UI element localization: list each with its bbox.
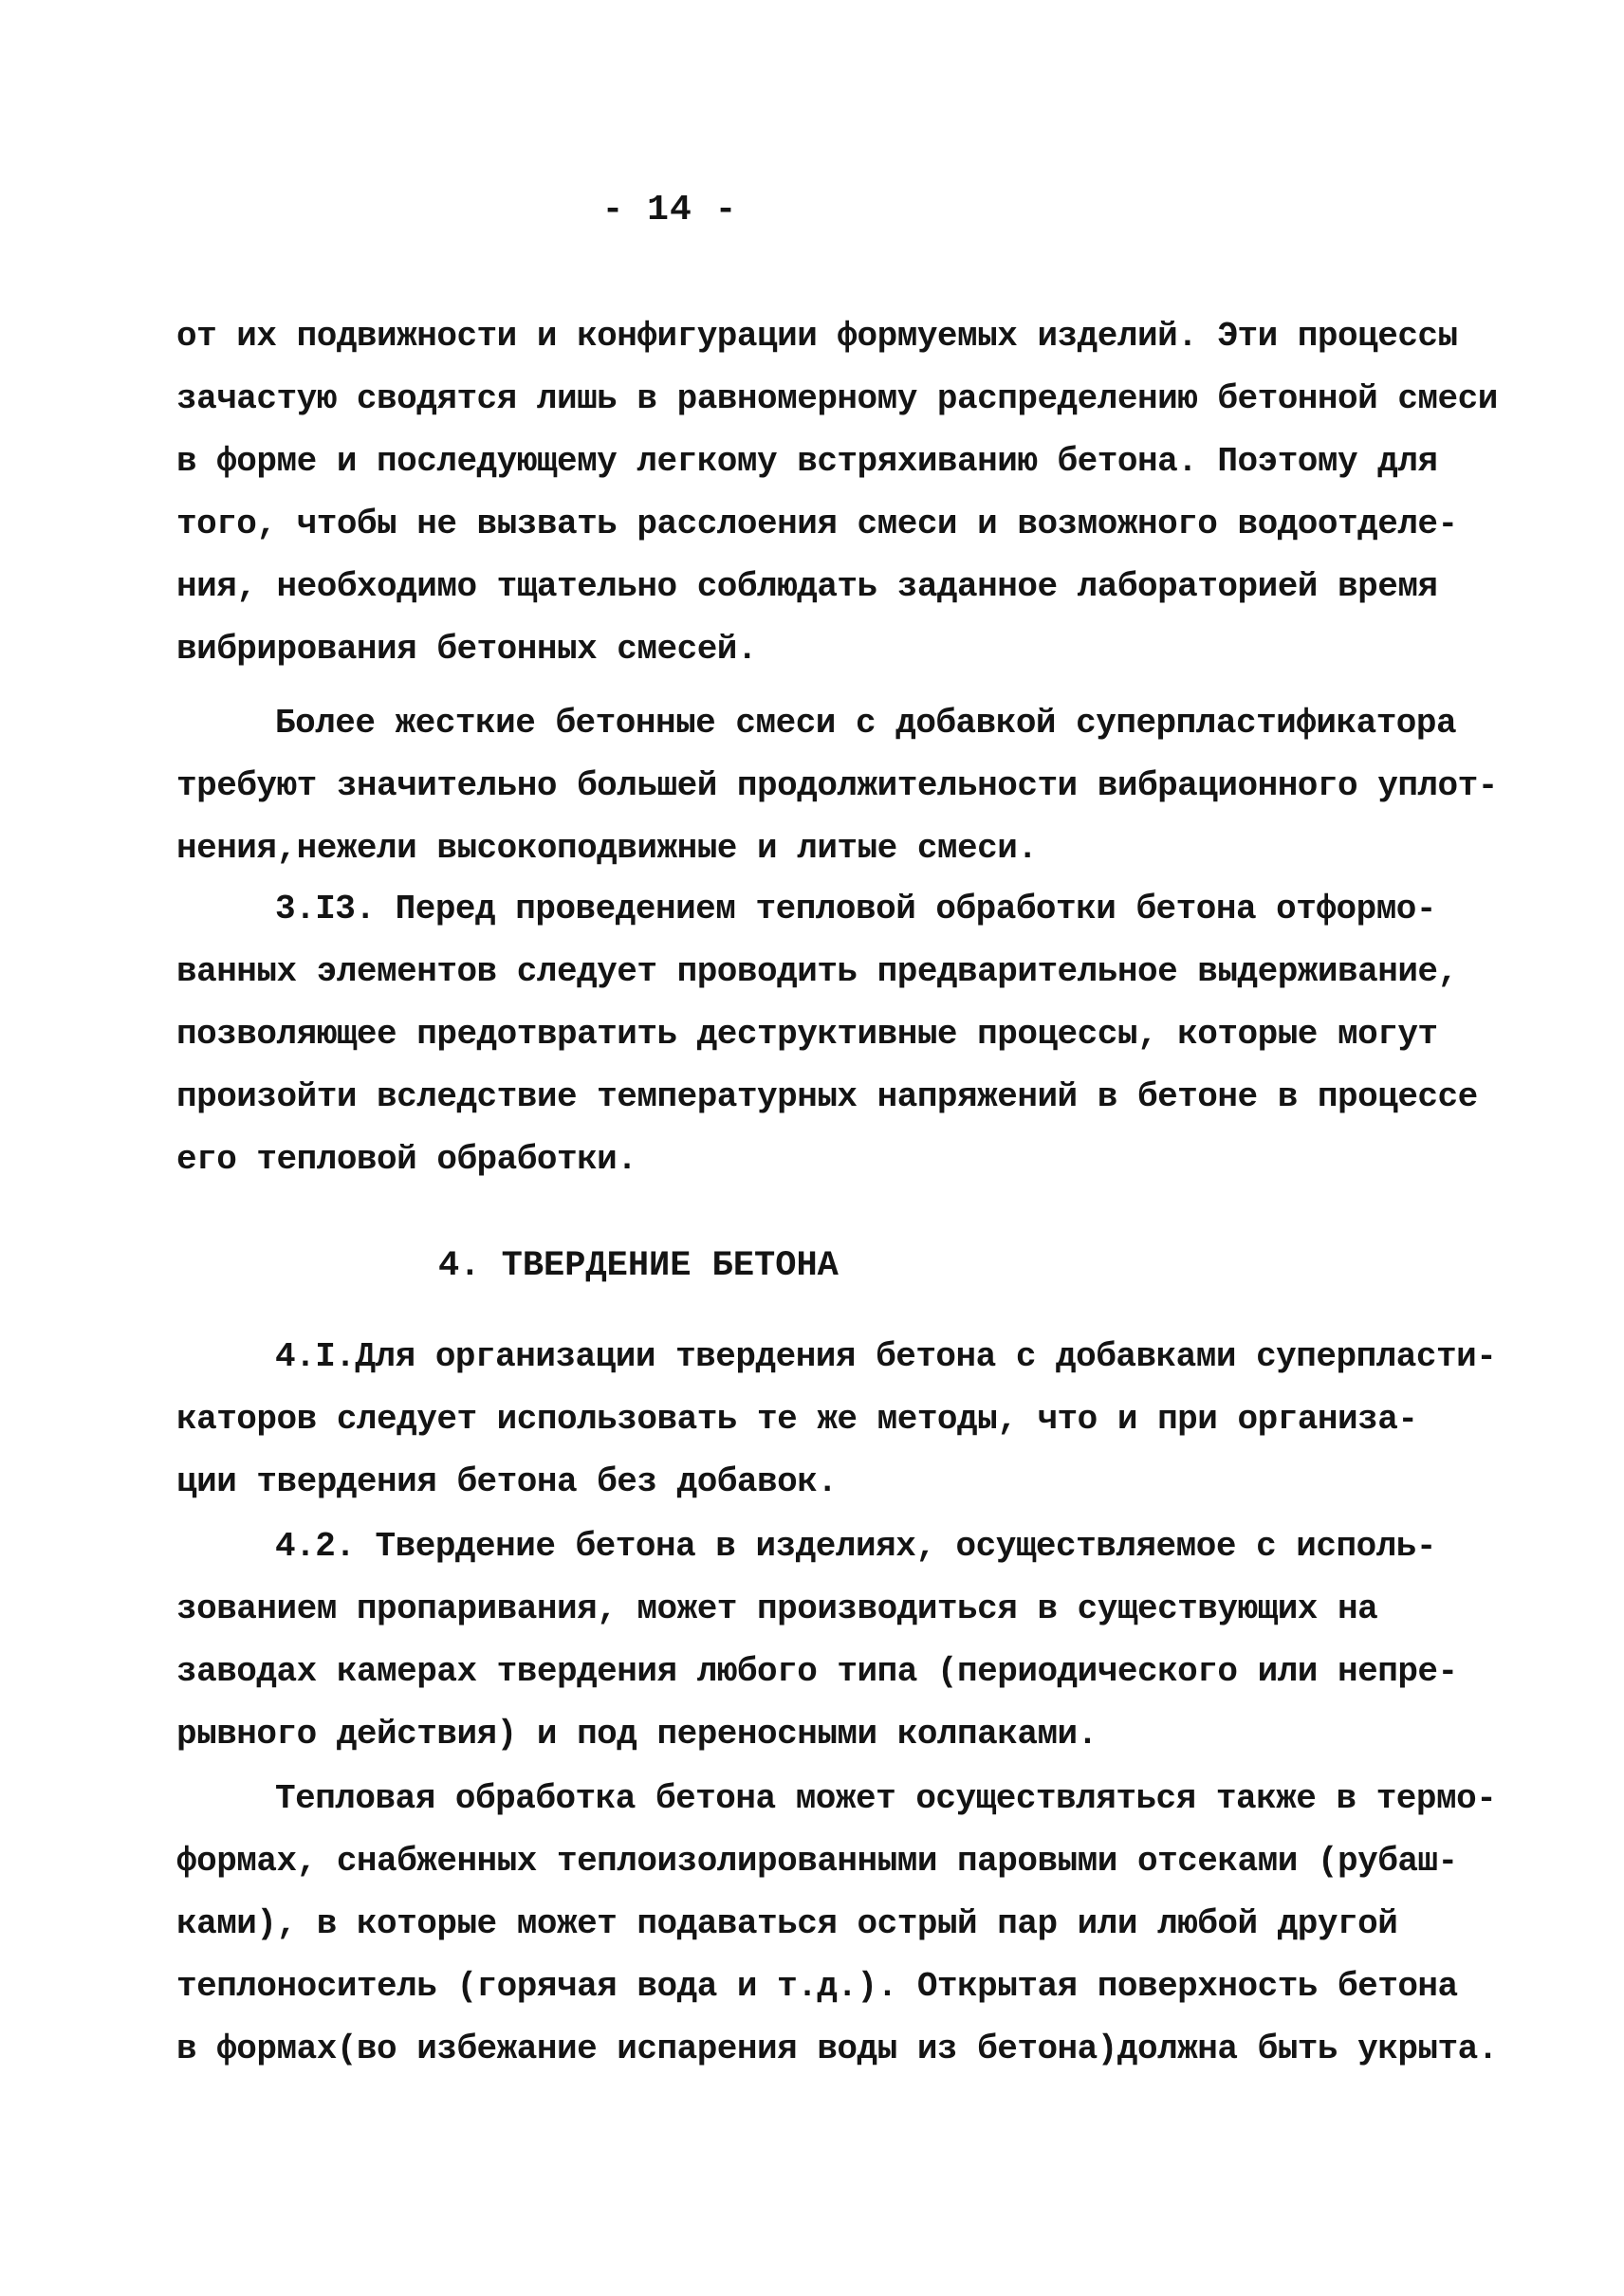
text-line: Более жесткие бетонные смеси с добавкой суперпластификатора [275,704,1457,743]
text-line: ванных элементов следует проводить предварительное выдерживание, [176,952,1458,991]
text-line: вибрирования бетонных смесей. [176,630,758,669]
text-line: ния, необходимо тщательно соблюдать заданное лабораторией время [176,567,1438,606]
text-line: в формах(во избежание испарения воды из бетона)должна быть укрыта. [176,2030,1498,2068]
text-line: 3.I3. Перед проведением тепловой обработки бетона отформо- [275,890,1437,928]
paragraph-4-2 [176,1515,1486,1766]
text-line: рывного действия) и под переносными колпаками. [176,1715,1098,1754]
text-line: того, чтобы не вызвать расслоения смеси и возможного водоотделе- [176,505,1458,543]
paragraph-stiff-mixes [176,692,1498,880]
paragraph-continuation [176,305,1498,681]
text-line: зачастую сводятся лишь в равномерному распределению бетонной смеси [176,379,1498,418]
text-line: в форме и последующему легкому встряхиванию бетона. Поэтому для [176,442,1438,481]
section-heading: 4. ТВЕРДЕНИЕ БЕТОНА [438,1246,839,1286]
text-line: позволяющее предотвратить деструктивные процессы, которые могут [176,1015,1438,1054]
text-line: 4.2. Твердение бетона в изделиях, осуществляемое с исполь- [275,1527,1437,1566]
text-line: ками), в которые может подаваться острый пар или любой другой [176,1904,1398,1943]
text-line: Тепловая обработка бетона может осуществляться также в термо- [275,1779,1497,1818]
text-line: заводах камерах твердения любого типа (периодического или непре- [176,1652,1458,1691]
text-line: зованием пропаривания, может производиться в существующих на [176,1589,1378,1628]
paragraph-3-13 [176,878,1486,1191]
text-line: его тепловой обработки. [176,1140,637,1179]
text-line: каторов следует использовать те же методы, что и при организа- [176,1400,1418,1439]
text-line: теплоноситель (горячая вода и т.д.). Открытая поверхность бетона [176,1967,1458,2006]
text-line: формах, снабженных теплоизолированными паровыми отсеками (рубаш- [176,1842,1458,1881]
text-line: 4.I.Для организации твердения бетона с добавками суперпласти- [275,1337,1497,1376]
paragraph-4-1 [176,1326,1497,1514]
text-line: нения,нежели высокоподвижные и литые смеси. [176,829,1038,868]
paragraph-thermoforms [176,1768,1498,2081]
text-line: произойти вследствие температурных напряжений в бетоне в процессе [176,1077,1478,1116]
text-line: от их подвижности и конфигурации формуемых изделий. Эти процессы [176,317,1458,356]
text-line: ции твердения бетона без добавок. [176,1462,838,1501]
text-line: требуют значительно большей продолжительности вибрационного уплот- [176,766,1498,805]
page-number: - 14 - [601,190,738,230]
